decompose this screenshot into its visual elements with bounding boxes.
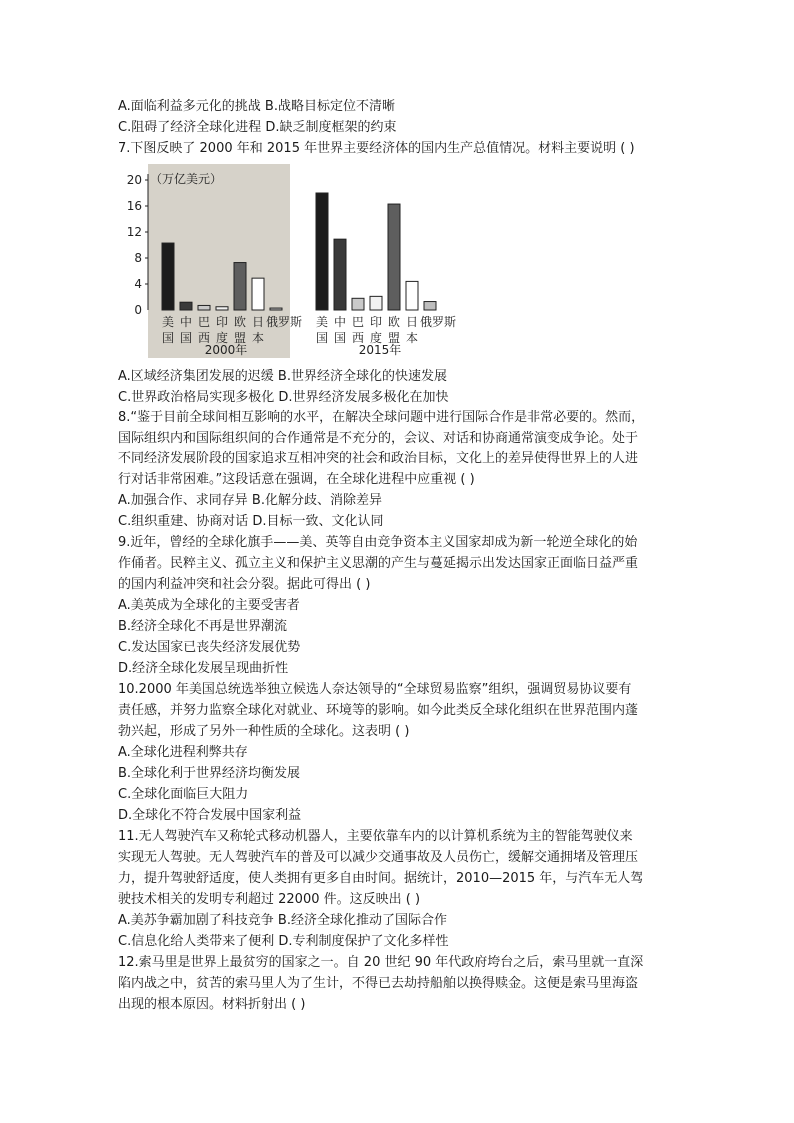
q9-line1: 9.近年，曾经的全球化旗手——美、英等自由竞争资本主义国家却成为新一轮逆全球化的始 <box>118 535 638 550</box>
gdp-bar-chart <box>118 162 470 360</box>
y-tick-label: 0 <box>134 303 142 317</box>
group-label-2015年: 2015年 <box>358 343 402 357</box>
q10-option-d: D.全球化不符合发展中国家利益 <box>118 808 302 823</box>
q10-option-c: C.全球化面临巨大阻力 <box>118 787 249 802</box>
q9-option-a: A.美英成为全球化的主要受害者 <box>118 598 300 613</box>
x-category-label-line2: 盟 <box>387 331 401 345</box>
y-tick-label: 12 <box>126 225 142 239</box>
bar-2015年-欧盟 <box>388 204 400 310</box>
x-category-label: 中 <box>179 315 193 329</box>
q11-line4: 驶技术相关的发明专利超过 22000 件。这反映出 ( ) <box>118 892 421 907</box>
x-category-label-line2: 度 <box>215 331 229 345</box>
x-category-label-line2: 度 <box>369 331 383 345</box>
gdp-bar-chart-svg <box>118 162 470 360</box>
q12-line1: 12.索马里是世界上最贫穷的国家之一。自 20 世纪 90 年代政府垮台之后，索马里就一直深 <box>118 955 644 970</box>
q9-option-c: C.发达国家已丧失经济发展优势 <box>118 640 301 655</box>
q12-line2: 陷内战之中，贫苦的索马里人为了生计，不得已去劫持船舶以换得赎金。这便是索马里海盗 <box>118 976 639 991</box>
q12-line3: 出现的根本原因。材料折射出 ( ) <box>118 997 306 1012</box>
x-category-label: 日 <box>251 315 265 329</box>
q7-options-line1: A.区域经济集团发展的迟缓 B.世界经济全球化的快速发展 <box>118 369 447 384</box>
q6-options-line1: A.面临利益多元化的挑战 B.战略目标定位不清晰 <box>118 99 395 114</box>
x-category-label-line2: 本 <box>405 331 419 345</box>
q10-line1: 10.2000 年美国总统选举独立候选人奈达领导的“全球贸易监察”组织，强调贸易协议要有 <box>118 682 632 697</box>
q10-line2: 责任感，并努力监察全球化对就业、环境等的影响。如今此类反全球化组织在世界范围内蓬 <box>118 703 639 718</box>
q9-option-b: B.经济全球化不再是世界潮流 <box>118 619 288 634</box>
q8-options-line1: A.加强合作、求同存异 B.化解分歧、消除差异 <box>118 493 382 508</box>
x-category-label: 印 <box>215 315 229 329</box>
x-category-label: 巴 <box>351 315 365 329</box>
q8-options-line2: C.组织重建、协商对话 D.目标一致、文化认同 <box>118 514 384 529</box>
q11-line1: 11.无人驾驶汽车又称轮式移动机器人，主要依靠车内的以计算机系统为主的智能驾驶仪来 <box>118 829 633 844</box>
q8-line3: 不同经济发展阶段的国家追求互相冲突的社会和政治目标，文化上的差异使得世界上的人进 <box>118 451 639 466</box>
q7-stem: 7.下图反映了 2000 年和 2015 年世界主要经济体的国内生产总值情况。材料主要说明 ( ) <box>118 141 635 156</box>
bar-2000年-中国 <box>180 302 192 310</box>
q10-option-a: A.全球化进程利弊共存 <box>118 745 248 760</box>
bar-2015年-日本 <box>406 281 418 310</box>
q6-options-line2: C.阻碍了经济全球化进程 D.缺乏制度框架的约束 <box>118 120 397 135</box>
bar-2015年-印度 <box>370 296 382 310</box>
bar-2015年-美国 <box>316 193 328 310</box>
x-category-label-line2: 西 <box>351 331 365 345</box>
x-category-label-line2: 西 <box>197 331 211 345</box>
bar-2000年-日本 <box>252 278 264 310</box>
group-label-2000年: 2000年 <box>204 343 248 357</box>
q10-option-b: B.全球化利于世界经济均衡发展 <box>118 766 301 781</box>
q8-line2: 国际组织内和国际组织间的合作通常是不充分的，会议、对话和协商通常演变成争论。处于 <box>118 431 639 446</box>
q11-options-line1: A.美苏争霸加剧了科技竞争 B.经济全球化推动了国际合作 <box>118 913 447 928</box>
x-category-label-line2: 本 <box>251 331 265 345</box>
x-category-label-line2: 盟 <box>233 331 247 345</box>
y-tick-label: 4 <box>134 277 142 291</box>
x-category-label-line2: 国 <box>161 331 175 345</box>
x-category-label-line2: 国 <box>179 331 193 345</box>
x-category-label: 俄罗斯 <box>266 315 303 329</box>
bar-2000年-美国 <box>162 243 174 310</box>
y-axis-unit-label: （万亿美元） <box>150 172 223 186</box>
q11-options-line2: C.信息化给人类带来了便利 D.专利制度保护了文化多样性 <box>118 934 449 949</box>
y-tick-label: 8 <box>134 251 142 265</box>
q9-line2: 作俑者。民粹主义、孤立主义和保护主义思潮的产生与蔓延揭示出发达国家正面临日益严重 <box>118 556 639 571</box>
x-category-label: 巴 <box>197 315 211 329</box>
bar-2015年-俄罗斯 <box>424 302 436 310</box>
bar-2000年-俄罗斯 <box>270 308 282 310</box>
q8-line4: 行对话非常困难。”这段话意在强调，在全球化进程中应重视 ( ) <box>118 472 475 487</box>
q9-option-d: D.经济全球化发展呈现曲折性 <box>118 661 289 676</box>
q9-line3: 的国内利益冲突和社会分裂。据此可得出 ( ) <box>118 577 371 592</box>
bar-2015年-巴西 <box>352 298 364 310</box>
bar-2000年-欧盟 <box>234 263 246 310</box>
q11-line2: 实现无人驾驶。无人驾驶汽车的普及可以减少交通事故及人员伤亡，缓解交通拥堵及管理压 <box>118 850 639 865</box>
y-tick-label: 16 <box>126 199 142 213</box>
q8-line1: 8.“鉴于目前全球间相互影响的水平，在解决全球问题中进行国际合作是非常必要的。然而， <box>118 410 645 425</box>
q11-line3: 力，提升驾驶舒适度，使人类拥有更多自由时间。据统计，2010—2015 年，与汽车无人驾 <box>118 871 644 886</box>
bar-2000年-巴西 <box>198 305 210 310</box>
y-tick-label: 20 <box>126 173 142 187</box>
x-category-label: 美 <box>161 315 175 329</box>
q10-line3: 勃兴起，形成了另外一种性质的全球化。这表明 ( ) <box>118 724 410 739</box>
x-category-label: 印 <box>369 315 383 329</box>
x-category-label-line2: 国 <box>333 331 347 345</box>
bar-2015年-中国 <box>334 239 346 310</box>
x-category-label: 俄罗斯 <box>420 315 457 329</box>
x-category-label: 中 <box>333 315 347 329</box>
bar-2000年-印度 <box>216 307 228 310</box>
x-category-label: 美 <box>315 315 329 329</box>
x-category-label: 日 <box>405 315 419 329</box>
x-category-label: 欧 <box>233 315 247 329</box>
x-category-label-line2: 国 <box>315 331 329 345</box>
x-category-label: 欧 <box>387 315 401 329</box>
q7-options-line2: C.世界政治格局实现多极化 D.世界经济发展多极化在加快 <box>118 390 449 405</box>
